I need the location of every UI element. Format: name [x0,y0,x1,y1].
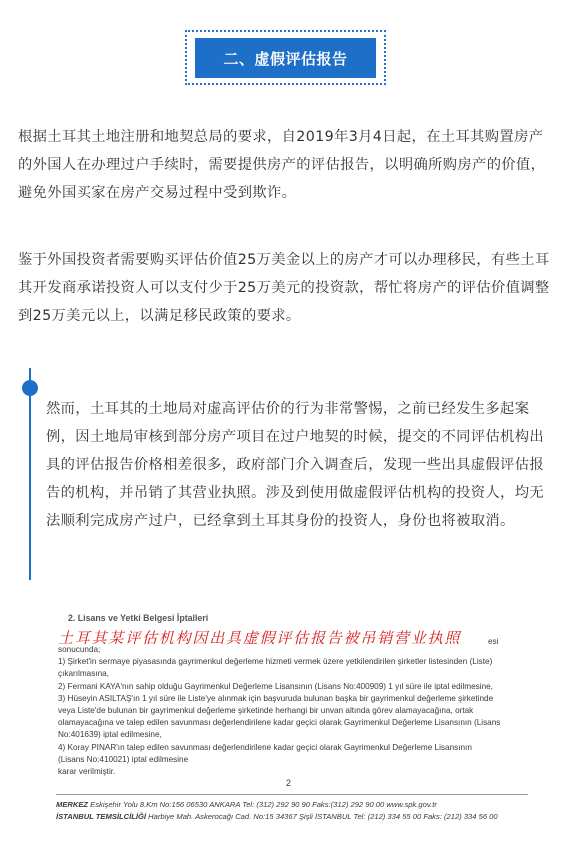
scan-line: No:401639) iptal edilmesine, [58,730,162,740]
scan-line: 1) Şirket'in sermaye piyasasında gayrimenkul değerleme hizmeti vermek üzere yetkilendirilen şirketler listesinden (Liste) [58,657,493,667]
scan-line: 3) Hüseyin ASILTAŞ'ın 1 yıl süre ile Liste'ye alınmak için başvuruda bulunan başka bir gayrimenkul değerleme şirketinde [58,693,494,703]
quote-dot-icon [22,380,38,396]
footer-text: Eskişehir Yolu 8.Km No:156 06530 ANKARA Tel: (312) 292 90 90 Faks:(312) 292 90 00 www.spk.gov.tr [88,800,437,809]
scan-line: çıkarılmasına, [58,669,109,679]
scan-line: 4) Koray PINAR'ın talep edilen savunması değerlendirilene kadar geçici olarak Gayrimenkul Değerleme Lisansının [58,742,472,752]
scan-heading: 2. Lisans ve Yetki Belgesi İptalleri [68,613,209,623]
scan-footer-divider [56,794,528,795]
section-title: 二、虚假评估报告 [195,38,376,78]
paragraph-1: 根据土耳其土地注册和地契总局的要求，自2019年3月4日起，在土耳其购置房产的外国人在办理过户手续时，需要提供房产的评估报告，以明确所购房产的价值，避免外国买家在房产交易过程中受到欺诈。 [18,129,546,201]
scan-line: olamayacağına ve talep edilen savunması değerlendirilene kadar geçici olarak Gayrimenkul Değerleme Lisansının (Lisans [58,718,501,728]
scan-body [58,644,524,778]
scan-partial-word: esi [488,637,499,646]
footer-label: İSTANBUL TEMSİLCİLİĞİ [56,812,146,821]
scan-line: karar verilmiştir. [58,767,116,777]
scan-page-number: 2 [286,778,292,788]
footer-label: MERKEZ [56,800,89,809]
quote-bar [29,368,31,580]
scan-line: 2) Fermani KAYA'nın sahip olduğu Gayrimenkul Değerleme Lisansının (Lisans No:400909) 1 yıl süre ile iptal edilmesine, [58,681,493,691]
scan-footer-line [56,811,498,823]
paragraph-2: 鉴于外国投资者需要购买评估价值25万美金以上的房产才可以办理移民，有些土耳其开发商承诺投资人可以支付少于25万美元的投资款，帮忙将房产的评估价值调整到25万美元以上，以满足移民政策的要求。 [18,252,550,324]
footer-text: Harbiye Mah. Askerocağı Cad. No:15 34367 Şişli İSTANBUL Tel: (212) 334 55 00 Faks: (212) 334 56 00 [146,812,498,821]
scan-line: veya Liste'de bulunan bir gayrimenkul değerleme şirketinde herhangi bir unvan altında görev alamayacağına, ortak [58,706,474,716]
scan-line: (Lisans No:410021) iptal edilmesine [58,754,189,764]
scan-footer-line [56,799,498,811]
scanned-document-image [56,607,528,832]
scan-line: sonucunda; [58,645,101,654]
quote-paragraph: 然而，土耳其的土地局对虚高评估价的行为非常警惕，之前已经发生多起案例，因土地局审核到部分房产项目在过户地契的时候，提交的不同评估机构出具的评估报告价格相差很多，政府部门介入调查后，发现一些出具虚假评估报告的机构，并吊销了其营业执照。涉及到使用做虚假评估机构的投资人，均无法顺利完成房产过户，已经拿到土耳其身份的投资人，身份也将被取消。 [46,401,544,529]
scan-overlay-caption: 土耳其某评估机构因出具虚假评估报告被吊销营业执照 [58,629,462,647]
scan-footer [56,799,498,823]
